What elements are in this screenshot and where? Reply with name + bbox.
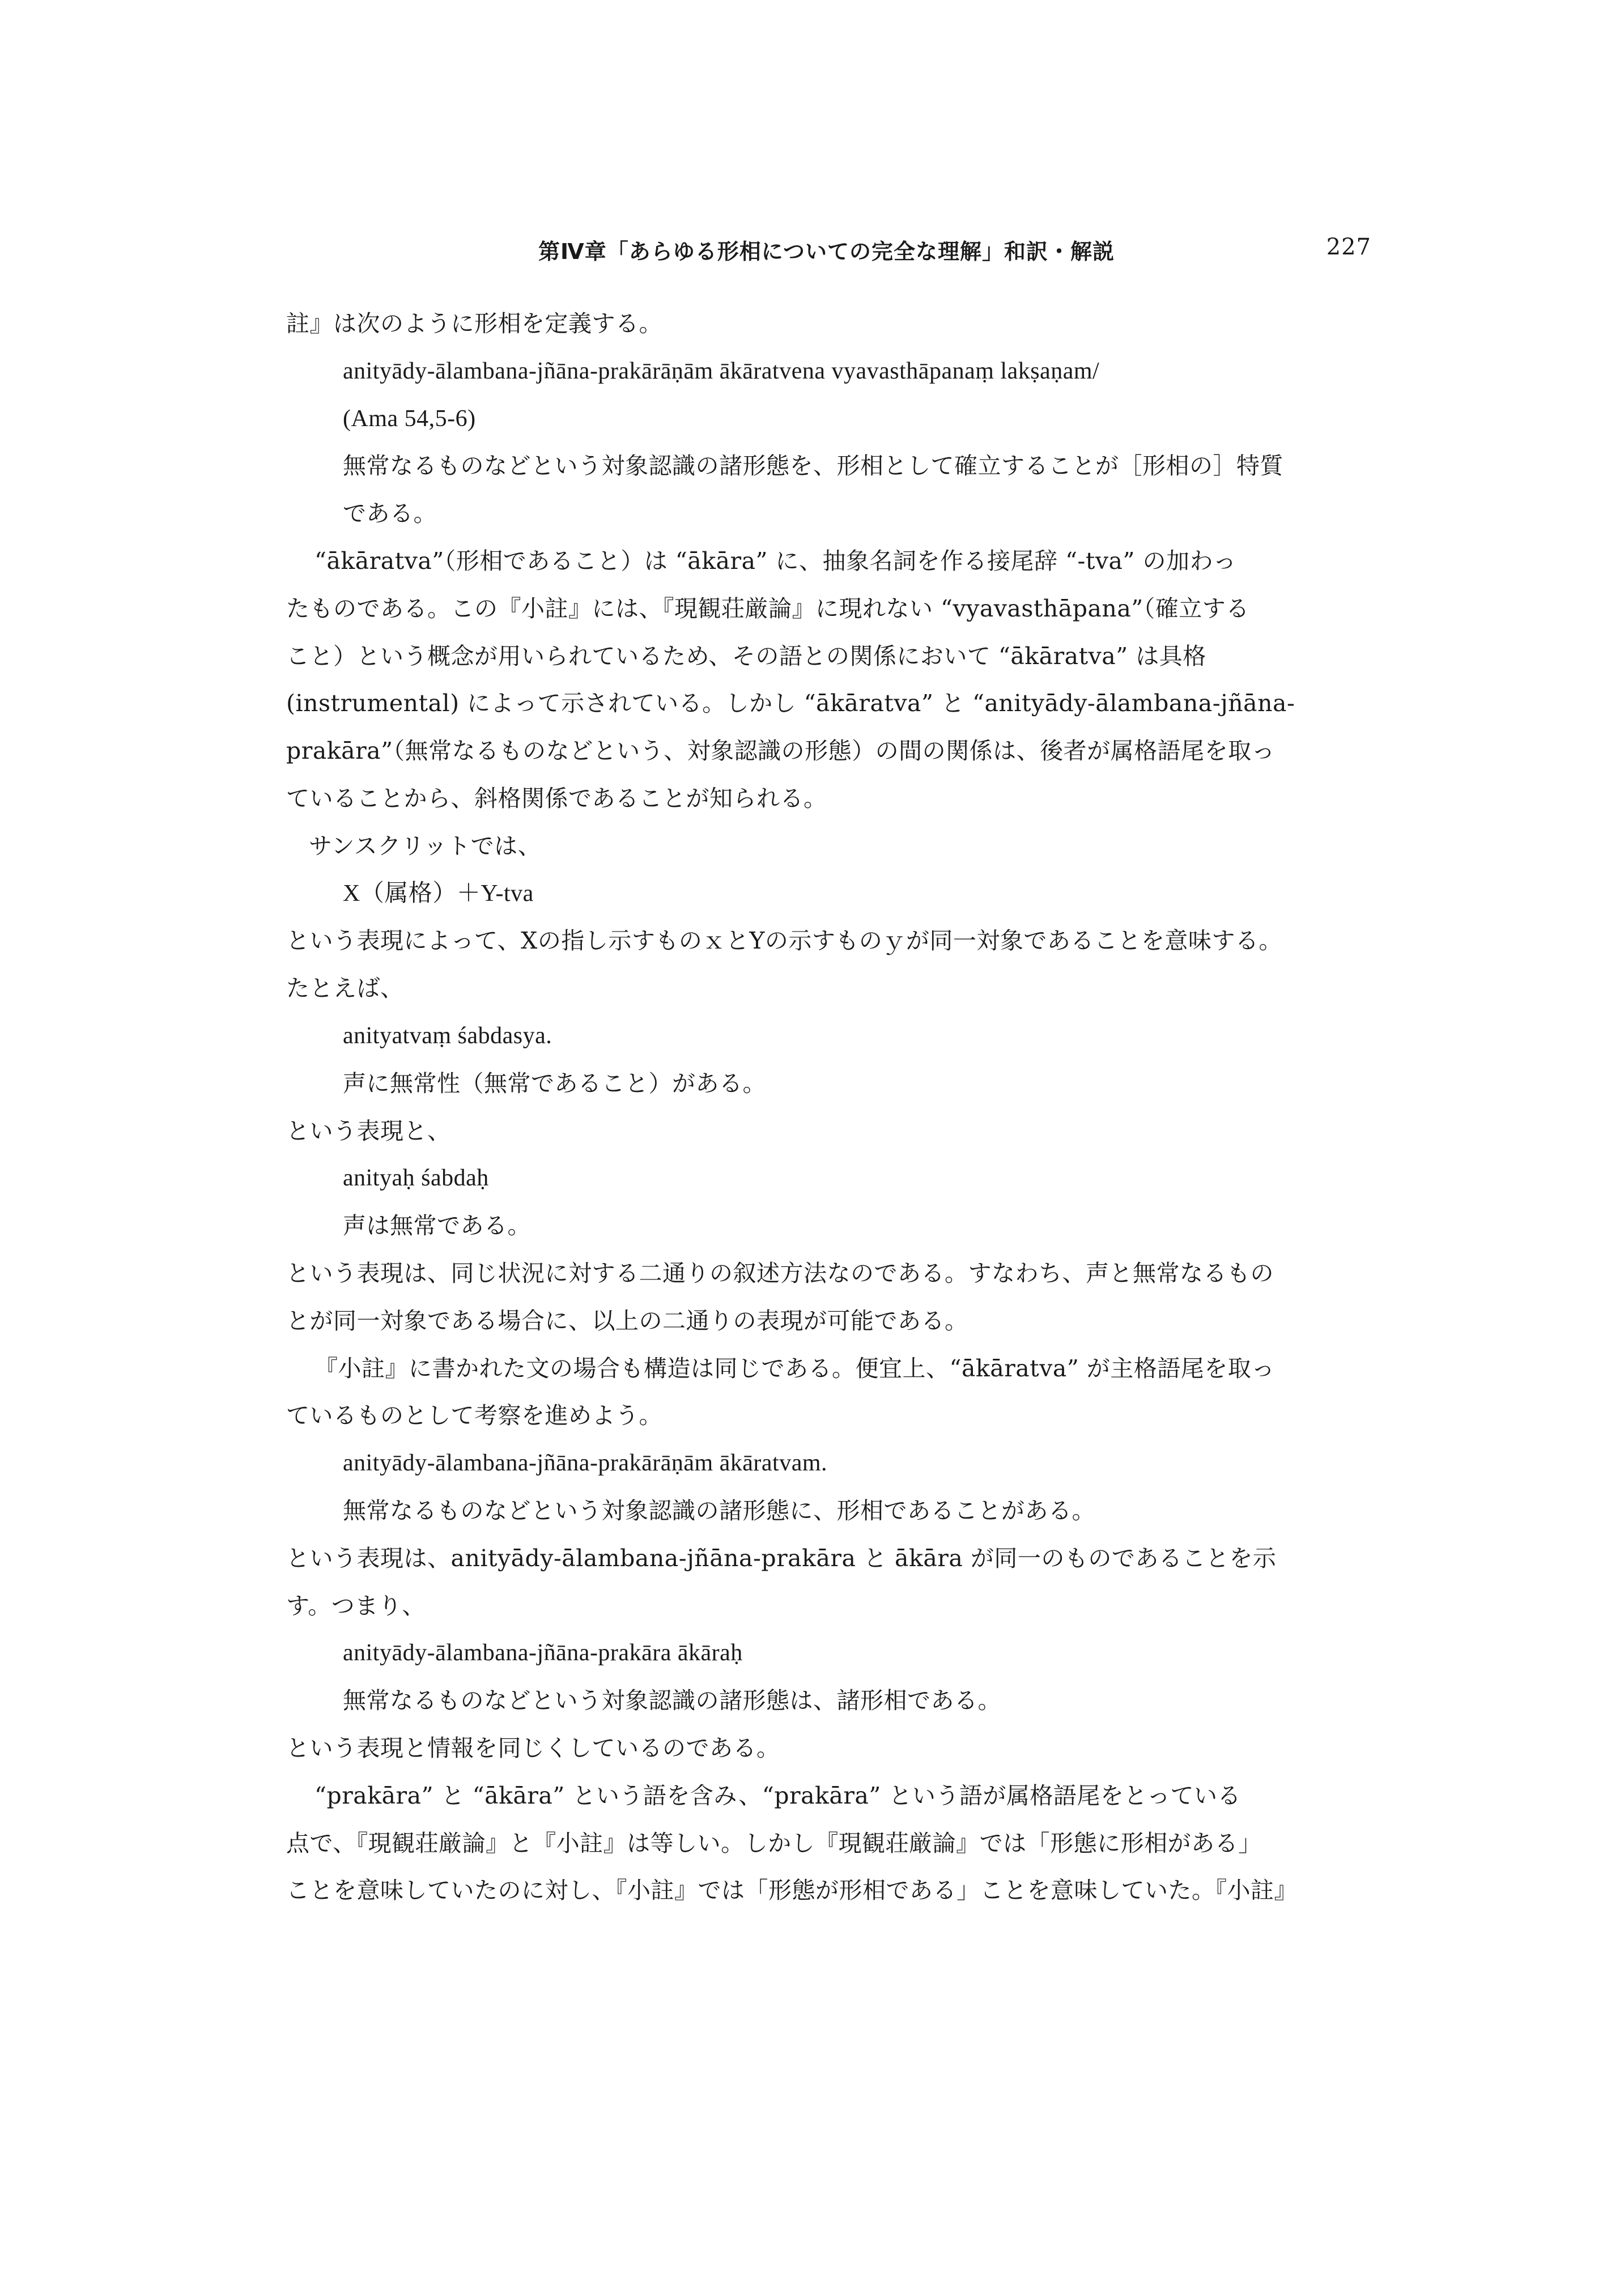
formula-line: X（属格）＋Y-tva bbox=[343, 880, 534, 907]
paragraph-line: という表現によって、Xの指し示すものｘとYの示すものｙが同一対象であることを意味する。 bbox=[286, 927, 1282, 955]
paragraph-line: たものである。この『小註』には、『現観荘厳論』に現れない “vyavasthāpana”（確立する bbox=[286, 594, 1249, 622]
translation-line: 声に無常性（無常であること）がある。 bbox=[343, 1069, 766, 1097]
translation-line: である。 bbox=[343, 500, 437, 528]
paragraph-line: という表現は、同じ状況に対する二通りの叙述方法なのである。すなわち、声と無常なるもの bbox=[286, 1259, 1274, 1287]
paragraph-line: 『小註』に書かれた文の場合も構造は同じである。便宜上、“ākāratva” が主格語尾を取っ bbox=[314, 1354, 1275, 1382]
translation-line: 無常なるものなどという対象認識の諸形態は、諸形相である。 bbox=[343, 1687, 1001, 1715]
paragraph-line: ことを意味していたのに対し、『小註』では「形態が形相である」ことを意味していた。『小註』 bbox=[286, 1877, 1298, 1904]
text-line: 註』は次のように形相を定義する。 bbox=[286, 310, 662, 337]
paragraph-line: (instrumental) によって示されている。しかし “ākāratva” と “anityādy-ālambana-jñāna- bbox=[286, 690, 1295, 717]
paragraph-line: という表現と、 bbox=[286, 1117, 451, 1145]
translation-line: 無常なるものなどという対象認識の諸形態に、形相であることがある。 bbox=[343, 1496, 1095, 1524]
paragraph-line: という表現と情報を同じくしているのである。 bbox=[286, 1734, 780, 1762]
translation-line: 声は無常である。 bbox=[343, 1212, 531, 1240]
paragraph-line: サンスクリットでは、 bbox=[309, 832, 542, 860]
sanskrit-quote-line: anityādy-ālambana-jñāna-prakārāṇām ākāratvena vyavasthāpanaṃ lakṣaṇam/ bbox=[343, 358, 1100, 384]
sanskrit-example-line: anityatvaṃ śabdasya. bbox=[343, 1022, 552, 1049]
paragraph-line: “prakāra” と “ākāra” という語を含み、“prakāra” という語が属格語尾をとっている bbox=[314, 1781, 1242, 1809]
translation-line: 無常なるものなどという対象認識の諸形態を、形相として確立することが［形相の］特質 bbox=[343, 452, 1283, 480]
paragraph-line: こと）という概念が用いられているため、その語との関係において “ākāratva” は具格 bbox=[286, 642, 1206, 670]
sanskrit-example-line: anityādy-ālambana-jñāna-prakāra ākāraḥ bbox=[343, 1640, 743, 1666]
paragraph-line: ていることから、斜格関係であることが知られる。 bbox=[286, 784, 827, 812]
citation-line: (Ama 54,5-6) bbox=[343, 405, 476, 432]
body-text bbox=[286, 300, 1388, 1915]
paragraph-line: prakāra”（無常なるものなどという、対象認識の形態）の間の関係は、後者が属格語尾を取っ bbox=[286, 737, 1276, 765]
paragraph-line: “ākāratva”（形相であること）は “ākāra” に、抽象名詞を作る接尾辞 “-tva” の加わっ bbox=[314, 547, 1237, 575]
page-number: 227 bbox=[1326, 234, 1371, 260]
paragraph-line: 点で、『現観荘厳論』と『小註』は等しい。しかし『現観荘厳論』では「形態に形相がある」 bbox=[286, 1829, 1262, 1857]
paragraph-line: す。つまり、 bbox=[286, 1592, 426, 1619]
paragraph-line: ているものとして考察を進めよう。 bbox=[286, 1402, 662, 1430]
paragraph-line: という表現は、anityādy-ālambana-jñāna-prakāra と ākāra が同一のものであることを示 bbox=[286, 1544, 1277, 1572]
running-title: 第Ⅳ章「あらゆる形相についての完全な理解」和訳・解説 bbox=[538, 239, 1115, 264]
paragraph-line: とが同一対象である場合に、以上の二通りの表現が可能である。 bbox=[286, 1307, 968, 1334]
running-header bbox=[538, 229, 1371, 269]
sanskrit-example-line: anityādy-ālambana-jñāna-prakārāṇām ākāratvam. bbox=[343, 1450, 828, 1477]
paragraph-line: たとえば、 bbox=[286, 975, 404, 1002]
sanskrit-example-line: anityaḥ śabdaḥ bbox=[343, 1165, 489, 1192]
